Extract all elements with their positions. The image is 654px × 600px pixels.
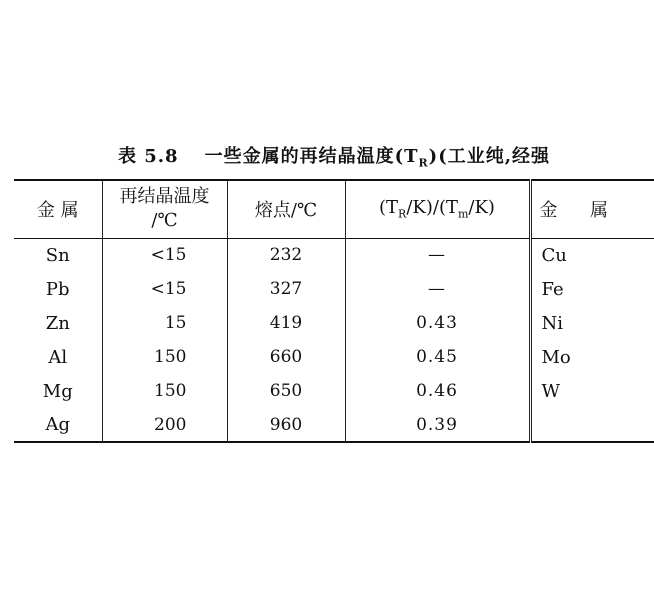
header-melting-point: 熔点/℃	[227, 180, 345, 238]
recrystallization-table	[14, 179, 608, 449]
cell-recrystallization-temp: 15	[102, 306, 227, 340]
table-header-row	[14, 180, 654, 238]
header-metal-2-cont: 属	[590, 180, 654, 238]
cell-empty	[590, 374, 654, 408]
table-caption	[118, 142, 550, 170]
cell-melting-point: 419	[227, 306, 345, 340]
header-recrystallization-temp: 再结晶温度 /℃	[102, 180, 227, 238]
cell-temperature-ratio: —	[345, 272, 530, 306]
table-title: 一些金属的再结晶温度$(T_R)$(工业纯,经强	[204, 146, 550, 170]
header-temperature-ratio: $(T_R/K)/(T_m/K)$	[345, 180, 530, 238]
cell-melting-point: 232	[227, 238, 345, 272]
cell-temperature-ratio: —	[345, 238, 530, 272]
cell-empty	[590, 306, 654, 340]
table-row	[14, 306, 654, 340]
cell-metal-2: Cu	[530, 238, 590, 272]
cell-empty	[590, 238, 654, 272]
cell-temperature-ratio: 0.43	[345, 306, 530, 340]
cell-metal: Ag	[14, 408, 102, 442]
cell-metal: Pb	[45, 278, 70, 300]
table-row	[14, 272, 654, 306]
cell-metal-2: Fe	[530, 272, 590, 306]
cell-temperature-ratio: 0.46	[345, 374, 530, 408]
table-row	[14, 340, 654, 374]
header-metal-2: 金	[530, 180, 590, 238]
cell-metal: Mg	[42, 380, 73, 402]
cell-empty	[590, 272, 654, 306]
cell-metal-2: Mo	[530, 340, 590, 374]
cell-recrystallization-temp: 200	[102, 408, 227, 442]
cell-empty	[590, 340, 654, 374]
table-row	[14, 238, 654, 272]
cell-metal-2: W	[530, 374, 590, 408]
cell-metal: Zn	[45, 312, 70, 334]
cell-temperature-ratio: 0.39	[345, 408, 530, 442]
cell-empty	[590, 408, 654, 442]
header-metal: 金 属	[14, 180, 102, 238]
cell-metal: Al	[48, 346, 68, 368]
table-row	[14, 374, 654, 408]
cell-metal-2: Ni	[530, 306, 590, 340]
cell-temperature-ratio: 0.45	[345, 340, 530, 374]
cell-metal: Sn	[45, 244, 70, 266]
cell-recrystallization-temp: 150	[102, 340, 227, 374]
cell-melting-point: 660	[227, 340, 345, 374]
cell-melting-point: 327	[227, 272, 345, 306]
cell-melting-point: 650	[227, 374, 345, 408]
cell-metal-2	[530, 408, 590, 442]
cell-recrystallization-temp: <15	[102, 238, 227, 272]
cell-recrystallization-temp: <15	[102, 272, 227, 306]
cell-recrystallization-temp: 150	[102, 374, 227, 408]
table-row	[14, 408, 654, 442]
cell-melting-point: 960	[227, 408, 345, 442]
table-number: 表 5.8	[118, 146, 179, 167]
